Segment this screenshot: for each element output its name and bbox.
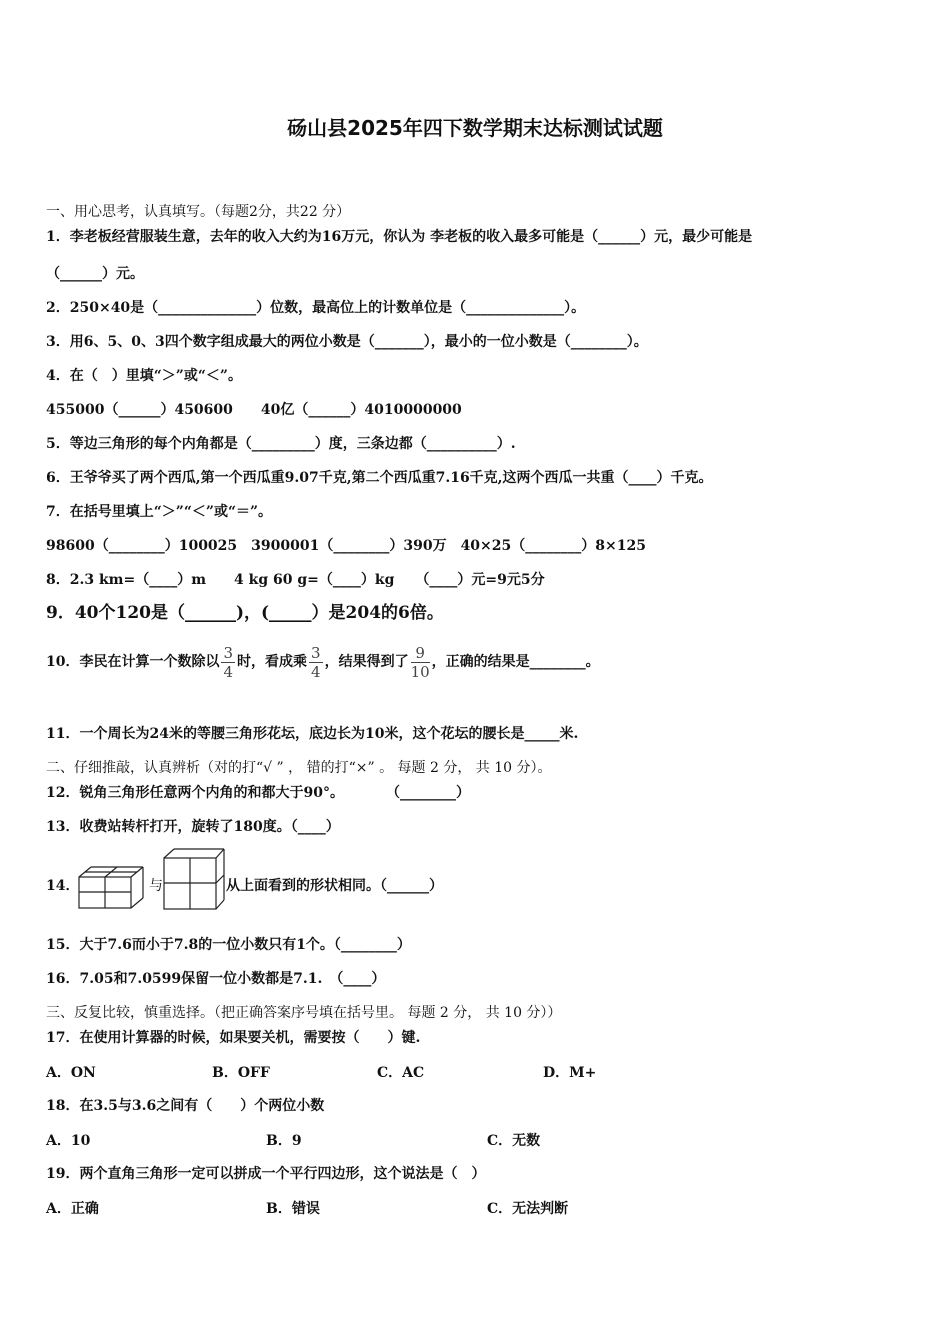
question-19-option-b: B．错误 <box>266 1201 320 1217</box>
fraction-3-4-a: $\frac{3}{4}$ <box>223 643 234 681</box>
question-15: 15．大于7.6而小于7.8的一位小数只有1个。（________） <box>46 937 411 953</box>
question-10-part-4: ，正确的结果是________。 <box>431 654 600 670</box>
question-17-option-d: D．M+ <box>543 1065 597 1081</box>
question-17-option-c: C．AC <box>377 1065 425 1081</box>
question-16: 16．7.05和7.0599保留一位小数都是7.1. （____） <box>46 971 386 987</box>
question-19: 19．两个直角三角形一定可以拼成一个平行四边形，这个说法是（ ） <box>46 1166 486 1182</box>
question-3: 3．用6、5、0、3四个数字组成最大的两位小数是（_______），最小的一位小数是（________）。 <box>46 334 648 350</box>
question-10 <box>46 641 600 683</box>
fraction-9-10: $\frac{9}{10}$ <box>410 643 430 681</box>
question-10-part-2: 时，看成乘 <box>237 654 308 670</box>
page-title: 砀山县2025年四下数学期末达标测试试题 <box>287 116 663 140</box>
question-6: 6．王爷爷买了两个西瓜,第一个西瓜重9.07千克,第二个西瓜重7.16千克,这两个西瓜一共重（____）千克。 <box>46 470 713 486</box>
question-4: 4．在（ ）里填“＞”或“＜”。 <box>46 368 242 384</box>
fraction-3-4-b: $\frac{3}{4}$ <box>311 643 321 681</box>
question-17: 17．在使用计算器的时候，如果要关机，需要按（ ）键. <box>46 1030 421 1046</box>
question-19-option-c: C．无法判断 <box>487 1201 569 1217</box>
section-1-heading: 一、用心思考，认真填写。（每题2分，共22 分） <box>46 204 351 220</box>
cube-figure-right <box>161 846 227 912</box>
section-3-heading: 三、反复比较，慎重选择。（把正确答案序号填在括号里。 每题 2 分， 共 10 分）） <box>46 1005 562 1021</box>
cube-figure-left <box>76 864 148 912</box>
question-10-part-1: 10．李民在计算一个数除以 <box>46 654 220 670</box>
question-18-option-b: B．9 <box>266 1133 302 1149</box>
question-9: 9．40个120是（______)，(_____）是204的6倍。 <box>46 603 444 623</box>
question-8: 8．2.3 km=（____）m 4 kg 60 g=（____）kg （____）元=9元5分 <box>46 572 545 588</box>
question-4-items: 455000（______）450600 40亿（______）4010000000 <box>46 402 462 418</box>
question-14-and: 与 <box>149 878 163 894</box>
question-1-line-1: 1．李老板经营服装生意，去年的收入大约为16万元，你认为 李老板的收入最多可能是（______）元，最少可能是 <box>46 229 753 245</box>
question-7-items: 98600（________）100025 3900001（________）390万 40×25（________）8×125 <box>46 538 646 554</box>
section-2-heading: 二、仔细推敲，认真辨析（对的打“√ ” ， 错的打“×” 。 每题 2 分， 共 10 分）。 <box>46 760 552 776</box>
question-5: 5．等边三角形的每个内角都是（_________）度，三条边都（__________）. <box>46 436 516 452</box>
question-18-option-a: A．10 <box>46 1133 91 1149</box>
question-18: 18．在3.5与3.6之间有（ ）个两位小数 <box>46 1098 325 1114</box>
question-13: 13．收费站转杆打开，旋转了180度。（____） <box>46 819 340 835</box>
question-17-option-a: A．ON <box>46 1065 96 1081</box>
question-19-option-a: A．正确 <box>46 1201 99 1217</box>
question-12: 12．锐角三角形任意两个内角的和都大于90°。 （________） <box>46 785 470 801</box>
question-14-number: 14． <box>46 878 80 894</box>
question-17-option-b: B．OFF <box>212 1065 270 1081</box>
question-18-option-c: C．无数 <box>487 1133 541 1149</box>
question-10-part-3: ，结果得到了 <box>324 654 409 670</box>
question-2: 2．250×40是（______________）位数，最高位上的计数单位是（______________）。 <box>46 300 586 316</box>
question-7: 7．在括号里填上“＞”“＜”或“＝”。 <box>46 504 273 520</box>
question-1-line-2: （______）元。 <box>46 266 144 282</box>
question-11: 11．一个周长为24米的等腰三角形花坛，底边长为10米，这个花坛的腰长是_____米. <box>46 726 579 742</box>
question-14-text: 从上面看到的形状相同。（______） <box>226 878 443 894</box>
